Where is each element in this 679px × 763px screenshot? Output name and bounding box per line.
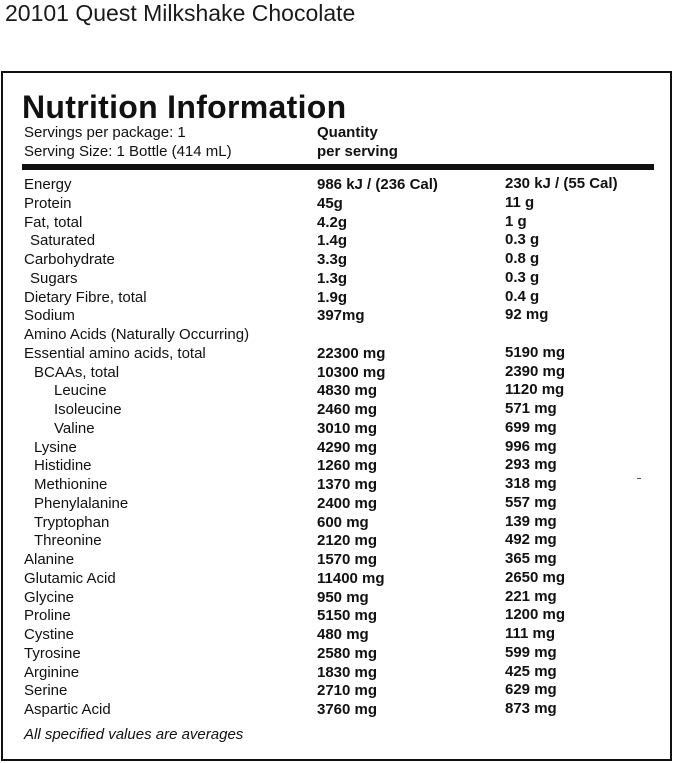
second-column-value: 221 mg [505,588,557,605]
per-serving-value: 2400 mg [317,495,378,512]
quantity-header: Quantity [317,124,378,141]
per-serving-value: 3010 mg [317,420,378,437]
per-serving-value: 4830 mg [317,382,378,399]
table-row [0,194,679,213]
second-column-value: 139 mg [505,513,557,530]
servings-per-package: Servings per package: 1 [24,124,186,141]
nutrient-name: Glutamic Acid [24,570,116,587]
per-serving-header: per serving [317,143,398,160]
second-column-value: 0.3 g [505,269,540,286]
second-column-value: 318 mg [505,475,557,492]
table-row [0,306,679,325]
nutrient-name: Energy [24,176,72,193]
per-serving-value: 45g [317,195,343,212]
second-column-value: 1120 mg [505,381,565,398]
nutrient-name: Cystine [24,626,75,643]
per-serving-value: 1.4g [317,232,348,249]
table-row [0,588,679,607]
second-column-value: 0.4 g [505,288,540,305]
table-row [0,231,679,250]
per-serving-value: 1260 mg [317,457,378,474]
second-column-value: 699 mg [505,419,557,436]
nutrient-name: Glycine [24,589,75,606]
table-row [0,569,679,588]
second-column-value: 11 g [505,194,535,211]
nutrient-name: Lysine [34,439,77,456]
table-row [0,550,679,569]
nutrient-name: Tryptophan [34,514,110,531]
second-column-value: 425 mg [505,663,557,680]
table-row [0,400,679,419]
table-row [0,438,679,457]
nutrient-name: Methionine [34,476,108,493]
table-row [0,663,679,682]
per-serving-value: 986 kJ / (236 Cal) [317,176,438,193]
nutrient-name: Isoleucine [54,401,122,418]
table-row [0,456,679,475]
table-row [0,175,679,194]
second-column-value: 599 mg [505,644,557,661]
nutrient-name: Valine [54,420,95,437]
second-column-value: 996 mg [505,438,557,455]
per-serving-value: 22300 mg [317,345,386,362]
per-serving-value: 3760 mg [317,701,378,718]
nutrient-name: Dietary Fibre, total [24,289,147,306]
table-row [0,269,679,288]
second-column-value: 5190 mg [505,344,566,361]
nutrient-name: Leucine [54,382,107,399]
second-column-value: 1 g [505,213,527,230]
nutrient-name: Carbohydrate [24,251,115,268]
second-column-value: 873 mg [505,700,557,717]
second-column-value: 629 mg [505,681,557,698]
table-row [0,363,679,382]
second-column-value: 571 mg [505,400,557,417]
nutrient-name: BCAAs, total [34,364,120,381]
second-column-value: 92 mg [505,306,549,323]
per-serving-value: 1370 mg [317,476,378,493]
table-row [0,644,679,663]
table-row [0,325,679,344]
nutrient-name: Amino Acids (Naturally Occurring) [24,326,250,343]
nutrient-name: Aspartic Acid [24,701,111,718]
second-column-value: 111 mg [505,625,556,642]
second-column-value: 557 mg [505,494,557,511]
table-row [0,419,679,438]
per-serving-value: 1570 mg [317,551,378,568]
second-column-value: 230 kJ / (55 Cal) [505,175,618,192]
footnote: All specified values are averages [24,726,244,743]
per-serving-value: 480 mg [317,626,369,643]
nutrient-name: Fat, total [24,214,83,231]
product-title: 20101 Quest Milkshake Chocolate [5,0,356,26]
per-serving-value: 11400 mg [317,570,385,587]
serving-size: Serving Size: 1 Bottle (414 mL) [24,143,232,160]
per-serving-value: 10300 mg [317,364,386,381]
second-column-value: 492 mg [505,531,557,548]
per-serving-value: 2580 mg [317,645,378,662]
table-row [0,625,679,644]
nutrient-name: Alanine [24,551,75,568]
per-serving-value: 5150 mg [317,607,378,624]
second-column-value: 0.3 g [505,231,540,248]
per-serving-value: 1.3g [317,270,348,287]
table-row [0,700,679,719]
table-row [0,250,679,269]
table-row [0,531,679,550]
per-serving-value: 1.9g [317,289,348,306]
second-column-value: 365 mg [505,550,557,567]
table-row [0,344,679,363]
header-rule [22,164,654,170]
second-column-value: 1200 mg [505,606,566,623]
nutrition-heading: Nutrition Information [22,89,347,125]
second-column-value: 2650 mg [505,569,566,586]
nutrient-name: Sugars [30,270,78,287]
nutrient-name: Sodium [24,307,75,324]
table-row [0,475,679,494]
nutrient-name: Histidine [34,457,92,474]
per-serving-value: 397mg [317,307,365,324]
nutrient-name: Tyrosine [24,645,81,662]
second-column-value: 0.8 g [505,250,540,267]
nutrient-name: Arginine [24,664,80,681]
per-serving-value: 3.3g [317,251,348,268]
table-row [0,288,679,307]
per-serving-value: 950 mg [317,589,369,606]
second-column-value: 2390 mg [505,363,566,380]
per-serving-value: 4290 mg [317,439,378,456]
nutrient-name: Essential amino acids, total [24,345,206,362]
per-serving-value: 4.2g [317,214,348,231]
per-serving-value: 600 mg [317,514,369,531]
table-row [0,513,679,532]
table-row [0,494,679,513]
nutrient-name: Saturated [30,232,96,249]
nutrient-name: Phenylalanine [34,495,129,512]
table-row [0,606,679,625]
per-serving-value: 1830 mg [317,664,378,681]
table-row [0,681,679,700]
per-serving-value: 2710 mg [317,682,378,699]
nutrient-name: Proline [24,607,71,624]
table-row [0,381,679,400]
second-column-value: 293 mg [505,456,557,473]
nutrient-name: Serine [24,682,68,699]
nutrient-name: Protein [24,195,72,212]
per-serving-value: 2460 mg [317,401,378,418]
nutrient-name: Threonine [34,532,102,549]
stray-mark [637,478,641,479]
table-row [0,213,679,232]
per-serving-value: 2120 mg [317,532,378,549]
